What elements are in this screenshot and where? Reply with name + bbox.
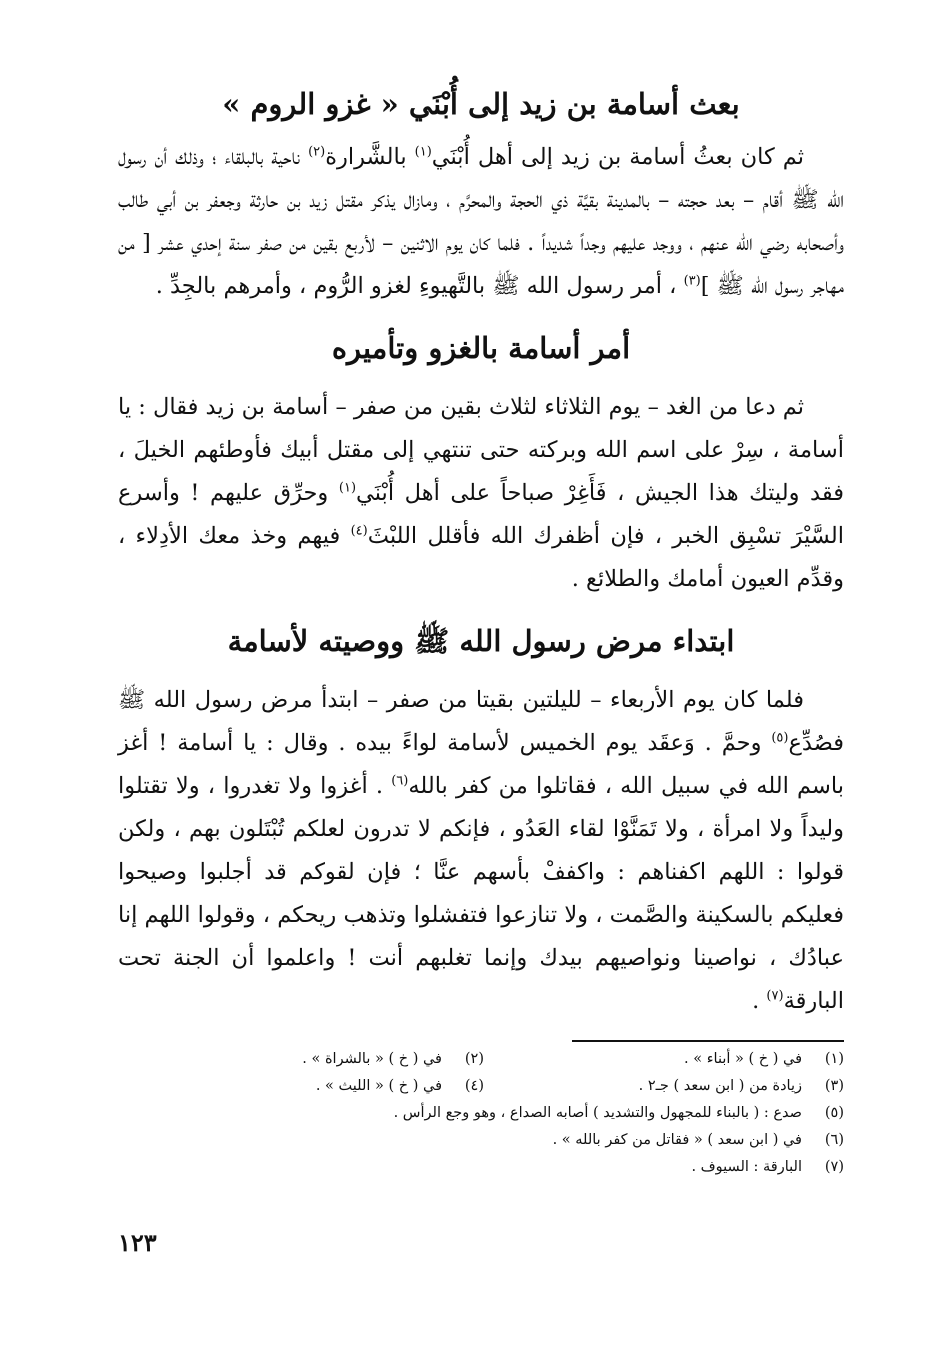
footnote-number: (٧) — [824, 1159, 844, 1175]
footnote-ref-4: (٤) — [350, 523, 368, 539]
section-title-1: بعث أسامة بن زيد إلى أُبْنَي « غزو الروم » — [222, 87, 740, 121]
footnote-text: في ( خ ) « أبناء » . — [684, 1051, 802, 1067]
footnote-ref-1: (١) — [414, 144, 432, 160]
paragraph-text: وحرِّق عليهم ! وأسرع السَّيْرَ تسْبِق الخبر ، فإن أظفرك الله فأقلل اللبْثَ — [118, 480, 844, 549]
footnote-text: في ( خ ) « الليث » . — [315, 1078, 442, 1094]
footnote-7 — [118, 1154, 844, 1181]
footnote-text: في ( خ ) « بالشراة » . — [302, 1051, 442, 1067]
section-3-paragraph — [118, 679, 844, 1023]
footnote-number: (١) — [824, 1051, 844, 1067]
footnote-ref-5: (٥) — [771, 730, 789, 746]
footnote-text: صدع : ( بالبناء للمجهول والتشديد ) أصابه الصداع ، وهو وجع الرأس . — [393, 1105, 802, 1121]
section-2-paragraph — [118, 386, 844, 601]
paragraph-text: ناحية بالبلقاء ؛ وذلك أن رسول الله ﷺ أقام – بعد حجته – بالمدينة بقيَّة ذي الحجة والمحرَّم ، ومازال يذكر مقتل زيد بن حارثة وجعفر بن أبي طالب وأصحابه رضي الله عنهم ، ووجد عليهم وجداً شديداً . فلما كان يوم الاثنين – لأربع بقين من صفر سنة إحدي عشر [ من مهاجر رسول الله ﷺ ] — [118, 144, 844, 299]
footnote-row — [118, 1100, 844, 1127]
paragraph-text: ثم كان بعثُ أسامة بن زيد إلى أهل أُبْنَي — [431, 144, 804, 170]
footnote-row — [118, 1154, 844, 1181]
footnote-ref-7: (٧) — [766, 988, 784, 1004]
footnote-text: البارقة : السيوف . — [691, 1159, 802, 1175]
paragraph-text: ثم دعا من الغد – يوم الثلاثاء لثلاث بقين من صفر – أسامة بن زيد فقال : يا أسامة ، سِرْ على اسم الله وبركته حتى تنتهي إلى مقتل أبيك فأوطئهم الخيلَ ، فقد وليتك هذا الجيش ، فَأَغِرْ صباحاً على أهل أُبْنَي — [118, 394, 844, 506]
paragraph-text: بالشَّرارة — [325, 144, 415, 170]
footnote-number: (٢) — [464, 1051, 484, 1067]
footnote-number: (٣) — [824, 1078, 844, 1094]
paragraph-text: . — [752, 988, 767, 1014]
footnote-row — [118, 1073, 844, 1100]
footnote-ref-2: (٢) — [308, 144, 326, 160]
section-title-2: أمر أسامة بالغزو وتأميره — [331, 331, 631, 365]
footnote-text: زيادة من ( ابن سعد ) جـ٢ . — [638, 1078, 802, 1094]
footnote-number: (٤) — [464, 1078, 484, 1094]
paragraph-text: فيهم وخذ معك الأدِلاء ، وقدِّم العيون أمامك والطلائع . — [118, 523, 844, 592]
page-number: ١٢٣ — [118, 1228, 157, 1257]
paragraph-text: فلما كان يوم الأربعاء – لليلتين بقيتا من صفر – ابتدأ مرض رسول الله ﷺ فصُدِّع — [118, 687, 844, 756]
footnote-ref-1: (١) — [338, 480, 357, 496]
footnote-row — [118, 1127, 844, 1154]
paragraph-text: وحمَّ . وَعقَد يوم الخميس لأسامة لواءً بيده . وقال : يا أسامة ! أغز باسم الله في سبيل الله ، فقاتلوا من كفر بالله — [118, 730, 844, 799]
footnotes — [118, 1046, 844, 1181]
paragraph-text: ، أمر رسول الله ﷺ بالتَّهيوءِ لغزو الرُّوم ، وأمرهم بالجِدِّ . — [155, 273, 684, 299]
footnote-ref-3: (٣) — [683, 273, 701, 289]
footnote-2 — [124, 1046, 484, 1073]
section-title-3: ابتداء مرض رسول الله ﷺ ووصيته لأسامة — [227, 624, 735, 658]
footnote-number: (٦) — [824, 1132, 844, 1148]
section-1-paragraph — [118, 136, 844, 308]
footnote-1 — [484, 1046, 844, 1073]
footnote-number: (٥) — [824, 1105, 844, 1121]
footnote-6 — [118, 1127, 844, 1154]
footnote-3 — [484, 1073, 844, 1100]
footnote-4 — [124, 1073, 484, 1100]
footnote-row — [118, 1046, 844, 1073]
footnote-5 — [118, 1100, 844, 1127]
footnote-ref-6: (٦) — [391, 773, 409, 789]
footnote-divider — [572, 1040, 844, 1042]
paragraph-text: . أغزوا ولا تغدروا ، ولا تقتلوا وليداً ولا امرأة ، ولا تَمَنَّوْا لقاء العَدُو ، فإنكم لا تدرون لعلكم تُبْتَلون بهم ، ولكن قولوا : اللهم اكفناهم : واكففْ بأسهم عنَّا ؛ فإن لقوكم قد أجلبوا وصيحوا فعليكم بالسكينة والصَّمت ، ولا تنازعوا فتفشلوا وتذهب ريحكم ، وقولوا اللهم إنا عبادُك ، نواصينا ونواصيهم بيدك وإنما تغلبهم أنت ! واعلموا أن الجنة تحت البارقة — [118, 773, 844, 1014]
footnote-text: في ( ابن سعد ) « فقاتل من كفر بالله » . — [552, 1132, 802, 1148]
page-content — [118, 80, 844, 1023]
